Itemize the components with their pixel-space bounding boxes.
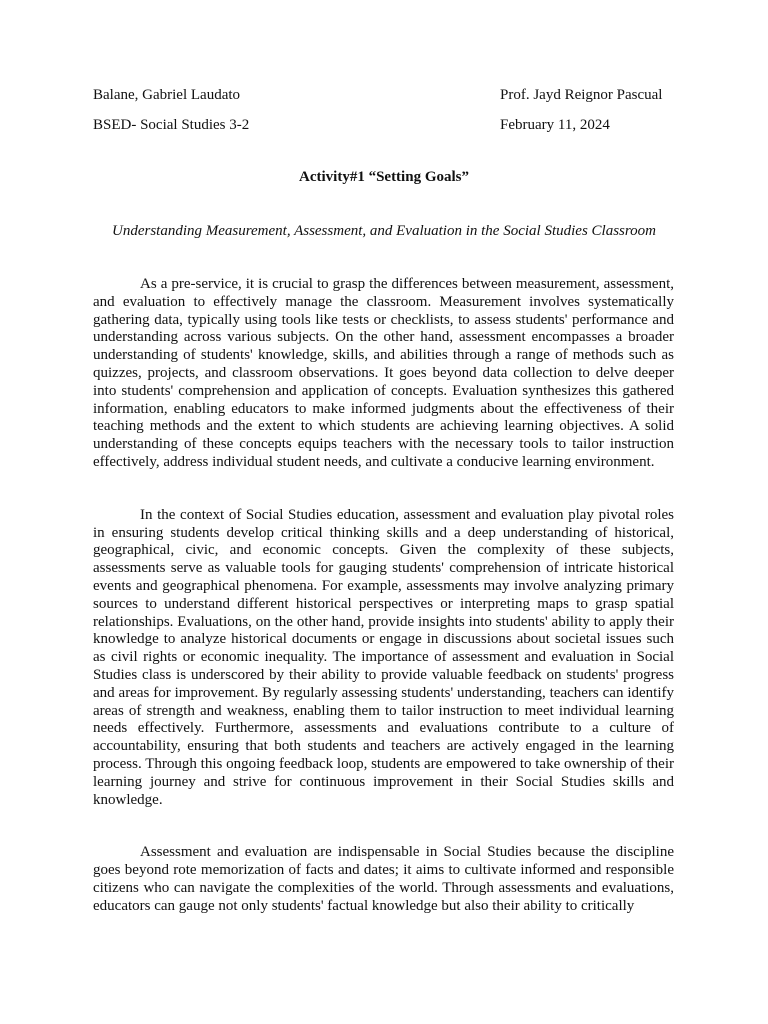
activity-title: Activity#1 “Setting Goals”: [299, 169, 469, 185]
body-paragraph-2: In the context of Social Studies education, assessment and evaluation play pivotal roles in ensuring students develop critical thinking skills and a deep understanding of historical, geographical, civic, and economic concepts. Given the complexity of these subjects, assessments serve as valuable tools for gauging students' comprehension of intricate historical events and geographical phenomena. For example, assessments may involve analyzing primary sources to understand different historical perspectives or interpreting maps to grasp spatial relationships. Evaluations, on the other hand, provide insights into students' ability to apply their knowledge to analyze historical documents or engage in discussions about societal issues such as civil rights or economic inequality. The importance of assessment and evaluation in Social Studies class is underscored by their ability to provide valuable feedback on students' progress and areas for improvement. By regularly assessing students' understanding, teachers can identify areas of strength and weakness, enabling them to tailor instruction to meet individual learning needs effectively. Furthermore, assessments and evaluations contribute to a culture of accountability, ensuring that both students and teachers are actively engaged in the learning process. Through this ongoing feedback loop, students are empowered to take ownership of their learning journey and strive for continuous improvement in their Social Studies skills and knowledge.: [93, 506, 674, 808]
course-section: BSED- Social Studies 3-2: [93, 117, 250, 133]
body-paragraph-1: As a pre-service, it is crucial to grasp the differences between measurement, assessment, and evaluation to effectively manage the classroom. Measurement involves systematically gathering data, typically using tools like tests or checklists, to assess students' performance and understanding across various subjects. On the other hand, assessment encompasses a broader understanding of students' knowledge, skills, and abilities through a range of methods such as quizzes, projects, and classroom observations. It goes beyond data collection to delve deeper into students' comprehension and application of concepts. Evaluation synthesizes this gathered information, enabling educators to make informed judgments about the effectiveness of their teaching methods and the extent to which students are achieving learning objectives. A solid understanding of these concepts equips teachers with the necessary tools to tailor instruction effectively, address individual student needs, and cultivate a conducive learning environment.: [93, 276, 674, 470]
header-row-1: [93, 86, 668, 104]
student-name: Balane, Gabriel Laudato: [93, 87, 241, 103]
document-subtitle: Understanding Measurement, Assessment, and Evaluation in the Social Studies Classroom: [112, 223, 656, 239]
body-paragraph-3: Assessment and evaluation are indispensable in Social Studies because the discipline goes beyond rote memorization of facts and dates; it aims to cultivate informed and responsible citizens who can navigate the complexities of the world. Through assessments and evaluations, educators can gauge not only students' factual knowledge but also their ability to critically: [93, 844, 674, 914]
document-body: [93, 276, 674, 916]
professor-name: Prof. Jayd Reignor Pascual: [500, 87, 663, 103]
document-header: [93, 86, 668, 134]
submission-date: February 11, 2024: [500, 117, 610, 133]
header-row-2: [93, 116, 668, 134]
